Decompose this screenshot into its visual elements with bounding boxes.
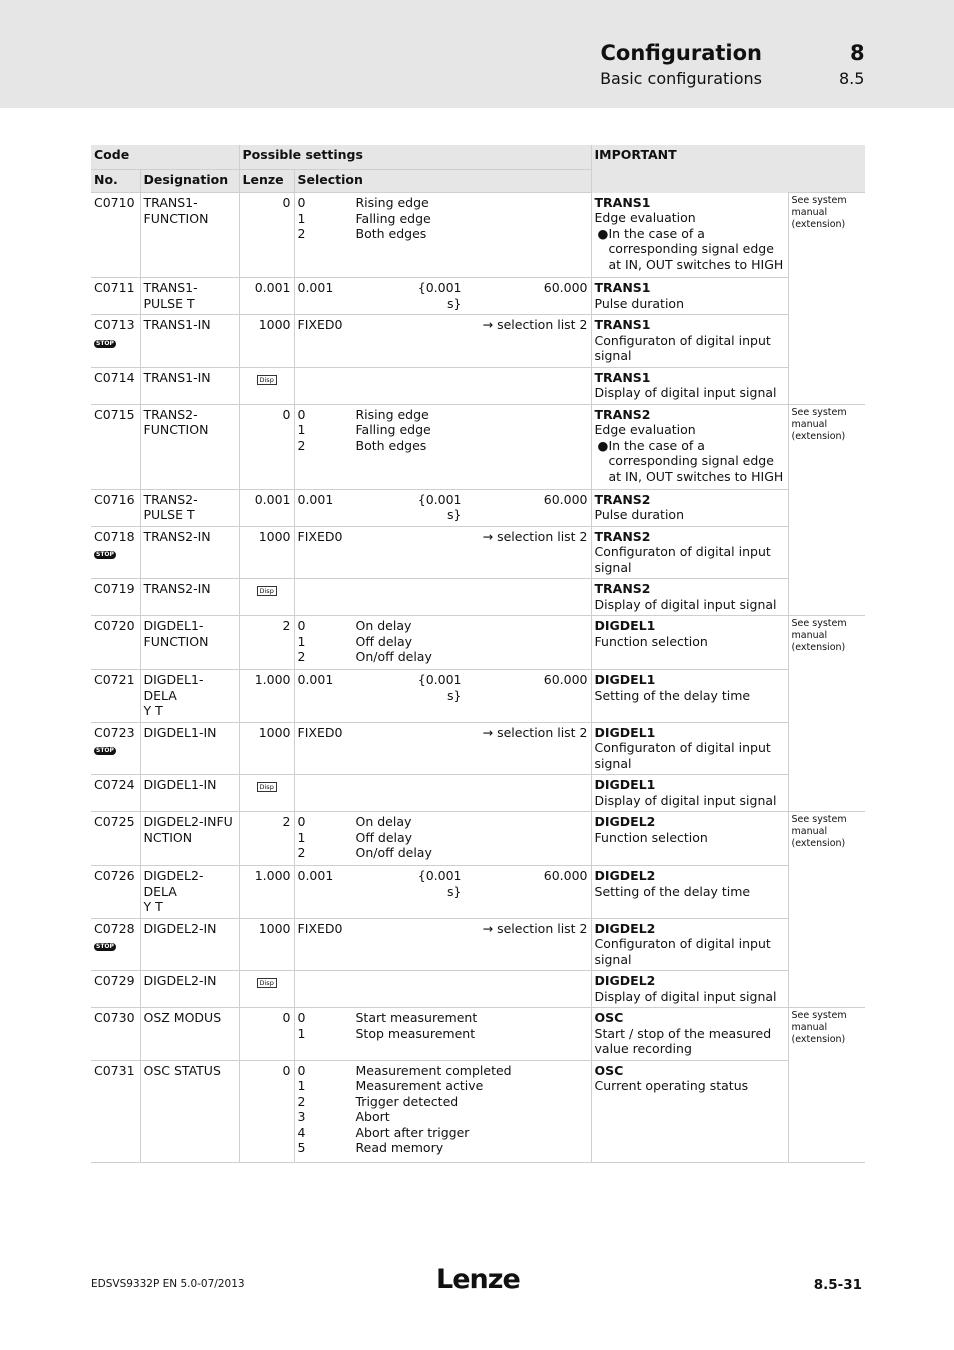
lenze-cell: 1000 xyxy=(239,526,294,579)
code-cell xyxy=(91,722,140,775)
table-row xyxy=(91,812,865,866)
system-manual-note: See system manual (extension) xyxy=(788,1008,865,1163)
important-cell xyxy=(591,579,788,616)
function-block: DIGDEL1 xyxy=(594,777,656,792)
important-cell xyxy=(591,918,788,971)
important-cell xyxy=(591,1060,788,1162)
code-number: C0714 xyxy=(94,369,135,385)
important-cell xyxy=(591,1008,788,1061)
designation-cell: DIGDEL2-IN xyxy=(140,971,239,1008)
code-cell xyxy=(91,315,140,368)
col-selection-header: Selection xyxy=(294,170,591,193)
selection-values: 0 1 2 xyxy=(297,814,306,860)
selection-cell xyxy=(294,579,591,616)
table-row xyxy=(91,367,865,404)
function-block: TRANS1 xyxy=(594,280,651,295)
important-cell xyxy=(591,278,788,315)
code-number: C0711 xyxy=(94,280,135,295)
function-block: OSC xyxy=(594,1010,624,1025)
important-cell xyxy=(591,971,788,1008)
code-number: C0718 xyxy=(94,528,135,544)
function-block: TRANS2 xyxy=(594,491,651,507)
lenze-cell: 1.000 xyxy=(239,670,294,723)
designation-cell: TRANS2-IN xyxy=(140,526,239,579)
selection-value: FIXED0 xyxy=(297,920,343,936)
code-number: C0729 xyxy=(94,973,135,988)
code-number: C0713 xyxy=(94,317,135,332)
table-row xyxy=(91,971,865,1008)
important-cell xyxy=(591,775,788,812)
designation-cell: TRANS2- FUNCTION xyxy=(140,404,239,489)
selection-value: FIXED0 xyxy=(297,724,343,740)
range-max: 60.000 xyxy=(543,868,588,883)
description: Function selection xyxy=(594,829,708,845)
code-number: C0715 xyxy=(94,406,135,422)
important-cell xyxy=(591,670,788,723)
selection-values: 0 1 2 xyxy=(297,618,306,664)
selection-cell xyxy=(294,489,591,526)
selection-cell xyxy=(294,367,591,404)
description: Edge evaluation xyxy=(594,422,696,437)
function-block: TRANS1 xyxy=(594,194,651,210)
lenze-cell: 0.001 xyxy=(239,489,294,526)
selection-values: 0 1 xyxy=(297,1010,306,1041)
lenze-cell: 1000 xyxy=(239,918,294,971)
description: Current operating status xyxy=(594,1078,749,1093)
description: Display of digital input signal xyxy=(594,988,777,1004)
description: Display of digital input signal xyxy=(594,385,777,400)
designation-cell: DIGDEL2-DELA Y T xyxy=(140,866,239,919)
table-row xyxy=(91,616,865,670)
description: Pulse duration xyxy=(594,507,685,522)
selection-cell xyxy=(294,866,591,919)
description: Function selection xyxy=(594,633,708,649)
designation-cell: TRANS2- PULSE T xyxy=(140,489,239,526)
code-number: C0724 xyxy=(94,777,135,792)
description: Pulse duration xyxy=(594,295,685,311)
important-cell xyxy=(591,526,788,579)
function-block: TRANS2 xyxy=(594,581,651,596)
system-manual-note: See system manual (extension) xyxy=(788,404,865,616)
table-row xyxy=(91,1008,865,1061)
important-cell xyxy=(591,616,788,670)
code-number: C0719 xyxy=(94,581,135,596)
table-row xyxy=(91,918,865,971)
code-number: C0716 xyxy=(94,491,135,507)
lenze-cell xyxy=(239,775,294,812)
lenze-cell: 1.000 xyxy=(239,866,294,919)
selection-cell xyxy=(294,1008,591,1061)
selection-cell xyxy=(294,722,591,775)
table-header-row xyxy=(91,145,865,170)
lenze-cell: 0 xyxy=(239,193,294,278)
code-cell xyxy=(91,1060,140,1162)
designation-cell: TRANS1- FUNCTION xyxy=(140,193,239,278)
display-icon: Disp xyxy=(257,586,277,596)
important-cell xyxy=(591,404,788,489)
selection-labels: On delay Off delay On/off delay xyxy=(355,814,432,860)
lenze-cell: 1000 xyxy=(239,315,294,368)
important-cell xyxy=(591,315,788,368)
table-row xyxy=(91,404,865,489)
table-row xyxy=(91,526,865,579)
selection-cell xyxy=(294,526,591,579)
range-max: 60.000 xyxy=(543,672,588,687)
lenze-cell xyxy=(239,971,294,1008)
function-block: TRANS2 xyxy=(594,406,651,422)
description: Configuraton of digital input signal xyxy=(594,332,771,363)
chapter-number: 8 xyxy=(850,41,865,65)
system-manual-note: See system manual (extension) xyxy=(788,616,865,812)
range-min: 0.001 xyxy=(297,491,334,507)
code-cell xyxy=(91,579,140,616)
lenze-logo: Lenze xyxy=(436,1264,520,1295)
range-max: 60.000 xyxy=(543,280,588,295)
lenze-cell: 0 xyxy=(239,1008,294,1061)
designation-cell: TRANS2-IN xyxy=(140,579,239,616)
lenze-cell xyxy=(239,367,294,404)
bullet-text: In the case of a corresponding signal edge at IN, OUT switches to HIGH xyxy=(608,437,784,484)
system-manual-note: See system manual (extension) xyxy=(788,193,865,405)
description: Configuraton of digital input signal xyxy=(594,740,771,771)
display-icon: Disp xyxy=(257,978,277,988)
selection-cell xyxy=(294,971,591,1008)
selection-values: 0 1 2 xyxy=(297,406,306,453)
table-row xyxy=(91,193,865,278)
designation-cell: TRANS1-IN xyxy=(140,315,239,368)
designation-cell: OSC STATUS xyxy=(140,1060,239,1162)
designation-cell: DIGDEL1-IN xyxy=(140,722,239,775)
selection-labels: Measurement completed Measurement active Trigger detected Abort Abort after trigger Read memory xyxy=(355,1062,512,1155)
selection-labels: Rising edge Falling edge Both edges xyxy=(355,406,431,453)
selection-list-ref: → selection list 2 xyxy=(482,528,588,544)
designation-cell: DIGDEL2-IN xyxy=(140,918,239,971)
selection-cell xyxy=(294,670,591,723)
document-id: EDSVS9332P EN 5.0-07/2013 xyxy=(91,1278,245,1290)
bullet-text: In the case of a corresponding signal edge at IN, OUT switches to HIGH xyxy=(608,225,784,272)
designation-cell: TRANS1-IN xyxy=(140,367,239,404)
code-number: C0726 xyxy=(94,868,135,883)
designation-cell: OSZ MODUS xyxy=(140,1008,239,1061)
range-min: 0.001 xyxy=(297,868,334,883)
important-cell xyxy=(591,489,788,526)
function-block: DIGDEL1 xyxy=(594,672,656,687)
description: Setting of the delay time xyxy=(594,883,751,899)
code-cell xyxy=(91,1008,140,1061)
chapter-title: Configuration xyxy=(600,41,762,65)
code-cell xyxy=(91,918,140,971)
function-block: DIGDEL2 xyxy=(594,973,656,988)
code-cell xyxy=(91,670,140,723)
lenze-cell: 0 xyxy=(239,1060,294,1162)
col-possible-header: Possible settings xyxy=(239,145,591,170)
selection-labels: Rising edge Falling edge Both edges xyxy=(355,195,431,241)
section-number: 8.5 xyxy=(839,69,865,88)
function-block: DIGDEL1 xyxy=(594,724,656,740)
important-cell xyxy=(591,722,788,775)
col-designation-header: Designation xyxy=(140,170,239,193)
range-step: {0.001 s} xyxy=(417,280,462,311)
selection-cell xyxy=(294,278,591,315)
stop-icon: STOP xyxy=(96,747,114,754)
designation-cell: DIGDEL1-DELA Y T xyxy=(140,670,239,723)
designation-cell: DIGDEL2-INFU NCTION xyxy=(140,812,239,866)
lenze-cell: 1000 xyxy=(239,722,294,775)
selection-list-ref: → selection list 2 xyxy=(482,724,588,740)
page-number: 8.5-31 xyxy=(813,1277,862,1293)
bullet-icon: ● xyxy=(597,225,609,241)
important-cell xyxy=(591,367,788,404)
selection-value: FIXED0 xyxy=(297,528,343,544)
col-no-header: No. xyxy=(91,170,140,193)
display-icon: Disp xyxy=(257,782,277,792)
code-number: C0728 xyxy=(94,920,135,936)
important-cell xyxy=(591,866,788,919)
code-number: C0731 xyxy=(94,1062,135,1078)
selection-list-ref: → selection list 2 xyxy=(482,920,588,936)
system-manual-note: See system manual (extension) xyxy=(788,812,865,1008)
code-number: C0721 xyxy=(94,672,135,687)
range-step: {0.001 s} xyxy=(417,491,462,522)
designation-cell: TRANS1- PULSE T xyxy=(140,278,239,315)
code-cell xyxy=(91,775,140,812)
code-cell xyxy=(91,367,140,404)
selection-list-ref: → selection list 2 xyxy=(482,317,588,332)
code-cell xyxy=(91,278,140,315)
selection-cell xyxy=(294,775,591,812)
code-cell xyxy=(91,971,140,1008)
range-min: 0.001 xyxy=(297,280,334,295)
selection-cell xyxy=(294,918,591,971)
code-cell xyxy=(91,866,140,919)
code-cell xyxy=(91,616,140,670)
description: Display of digital input signal xyxy=(594,792,777,808)
range-step: {0.001 s} xyxy=(417,672,462,703)
display-icon: Disp xyxy=(257,375,277,385)
description: Edge evaluation xyxy=(594,210,696,225)
selection-cell xyxy=(294,193,591,278)
code-number: C0725 xyxy=(94,814,135,829)
selection-cell xyxy=(294,616,591,670)
selection-cell xyxy=(294,404,591,489)
range-max: 60.000 xyxy=(543,491,588,507)
stop-icon: STOP xyxy=(96,339,114,347)
function-block: DIGDEL2 xyxy=(594,868,656,883)
function-block: TRANS1 xyxy=(594,317,651,332)
lenze-cell: 0.001 xyxy=(239,278,294,315)
range-min: 0.001 xyxy=(297,672,334,687)
table-row xyxy=(91,489,865,526)
page-header xyxy=(0,0,954,108)
selection-cell xyxy=(294,315,591,368)
lenze-cell: 0 xyxy=(239,404,294,489)
designation-cell: DIGDEL1-IN xyxy=(140,775,239,812)
function-block: OSC xyxy=(594,1062,624,1078)
selection-values: 0 1 2 xyxy=(297,195,306,241)
code-cell xyxy=(91,404,140,489)
selection-cell xyxy=(294,812,591,866)
description: Configuraton of digital input signal xyxy=(594,544,771,575)
code-cell xyxy=(91,193,140,278)
description: Start / stop of the measured value recording xyxy=(594,1025,772,1056)
col-code-header: Code xyxy=(91,145,239,170)
code-number: C0720 xyxy=(94,618,135,633)
selection-values: 0 1 2 3 4 5 xyxy=(297,1062,306,1155)
selection-value: FIXED0 xyxy=(297,317,343,332)
section-title: Basic configurations xyxy=(600,69,762,88)
function-block: DIGDEL2 xyxy=(594,920,656,936)
selection-cell xyxy=(294,1060,591,1162)
designation-cell: DIGDEL1- FUNCTION xyxy=(140,616,239,670)
function-block: DIGDEL2 xyxy=(594,814,656,829)
important-cell xyxy=(591,812,788,866)
selection-labels: On delay Off delay On/off delay xyxy=(355,618,432,664)
code-cell xyxy=(91,526,140,579)
bullet-icon: ● xyxy=(597,437,609,453)
code-table xyxy=(91,145,865,1163)
table-row xyxy=(91,315,865,368)
function-block: TRANS1 xyxy=(594,369,651,385)
lenze-cell: 2 xyxy=(239,616,294,670)
function-block: TRANS2 xyxy=(594,528,651,544)
col-lenze-header: Lenze xyxy=(239,170,294,193)
stop-icon: STOP xyxy=(96,551,114,558)
lenze-cell xyxy=(239,579,294,616)
table-row xyxy=(91,1060,865,1162)
important-cell xyxy=(591,193,788,278)
code-cell xyxy=(91,489,140,526)
table-row xyxy=(91,670,865,723)
table-row xyxy=(91,278,865,315)
selection-labels: Start measurement Stop measurement xyxy=(355,1010,478,1041)
code-number: C0723 xyxy=(94,724,135,740)
table-row xyxy=(91,775,865,812)
lenze-cell: 2 xyxy=(239,812,294,866)
code-cell xyxy=(91,812,140,866)
table-row xyxy=(91,722,865,775)
description: Configuraton of digital input signal xyxy=(594,936,771,967)
description: Display of digital input signal xyxy=(594,596,777,612)
table-row xyxy=(91,579,865,616)
function-block: DIGDEL1 xyxy=(594,618,656,633)
code-number: C0730 xyxy=(94,1010,135,1025)
range-step: {0.001 s} xyxy=(417,868,462,899)
table-row xyxy=(91,866,865,919)
code-number: C0710 xyxy=(94,195,135,210)
col-important-header: IMPORTANT xyxy=(591,145,865,193)
description: Setting of the delay time xyxy=(594,687,751,703)
stop-icon: STOP xyxy=(96,943,114,950)
